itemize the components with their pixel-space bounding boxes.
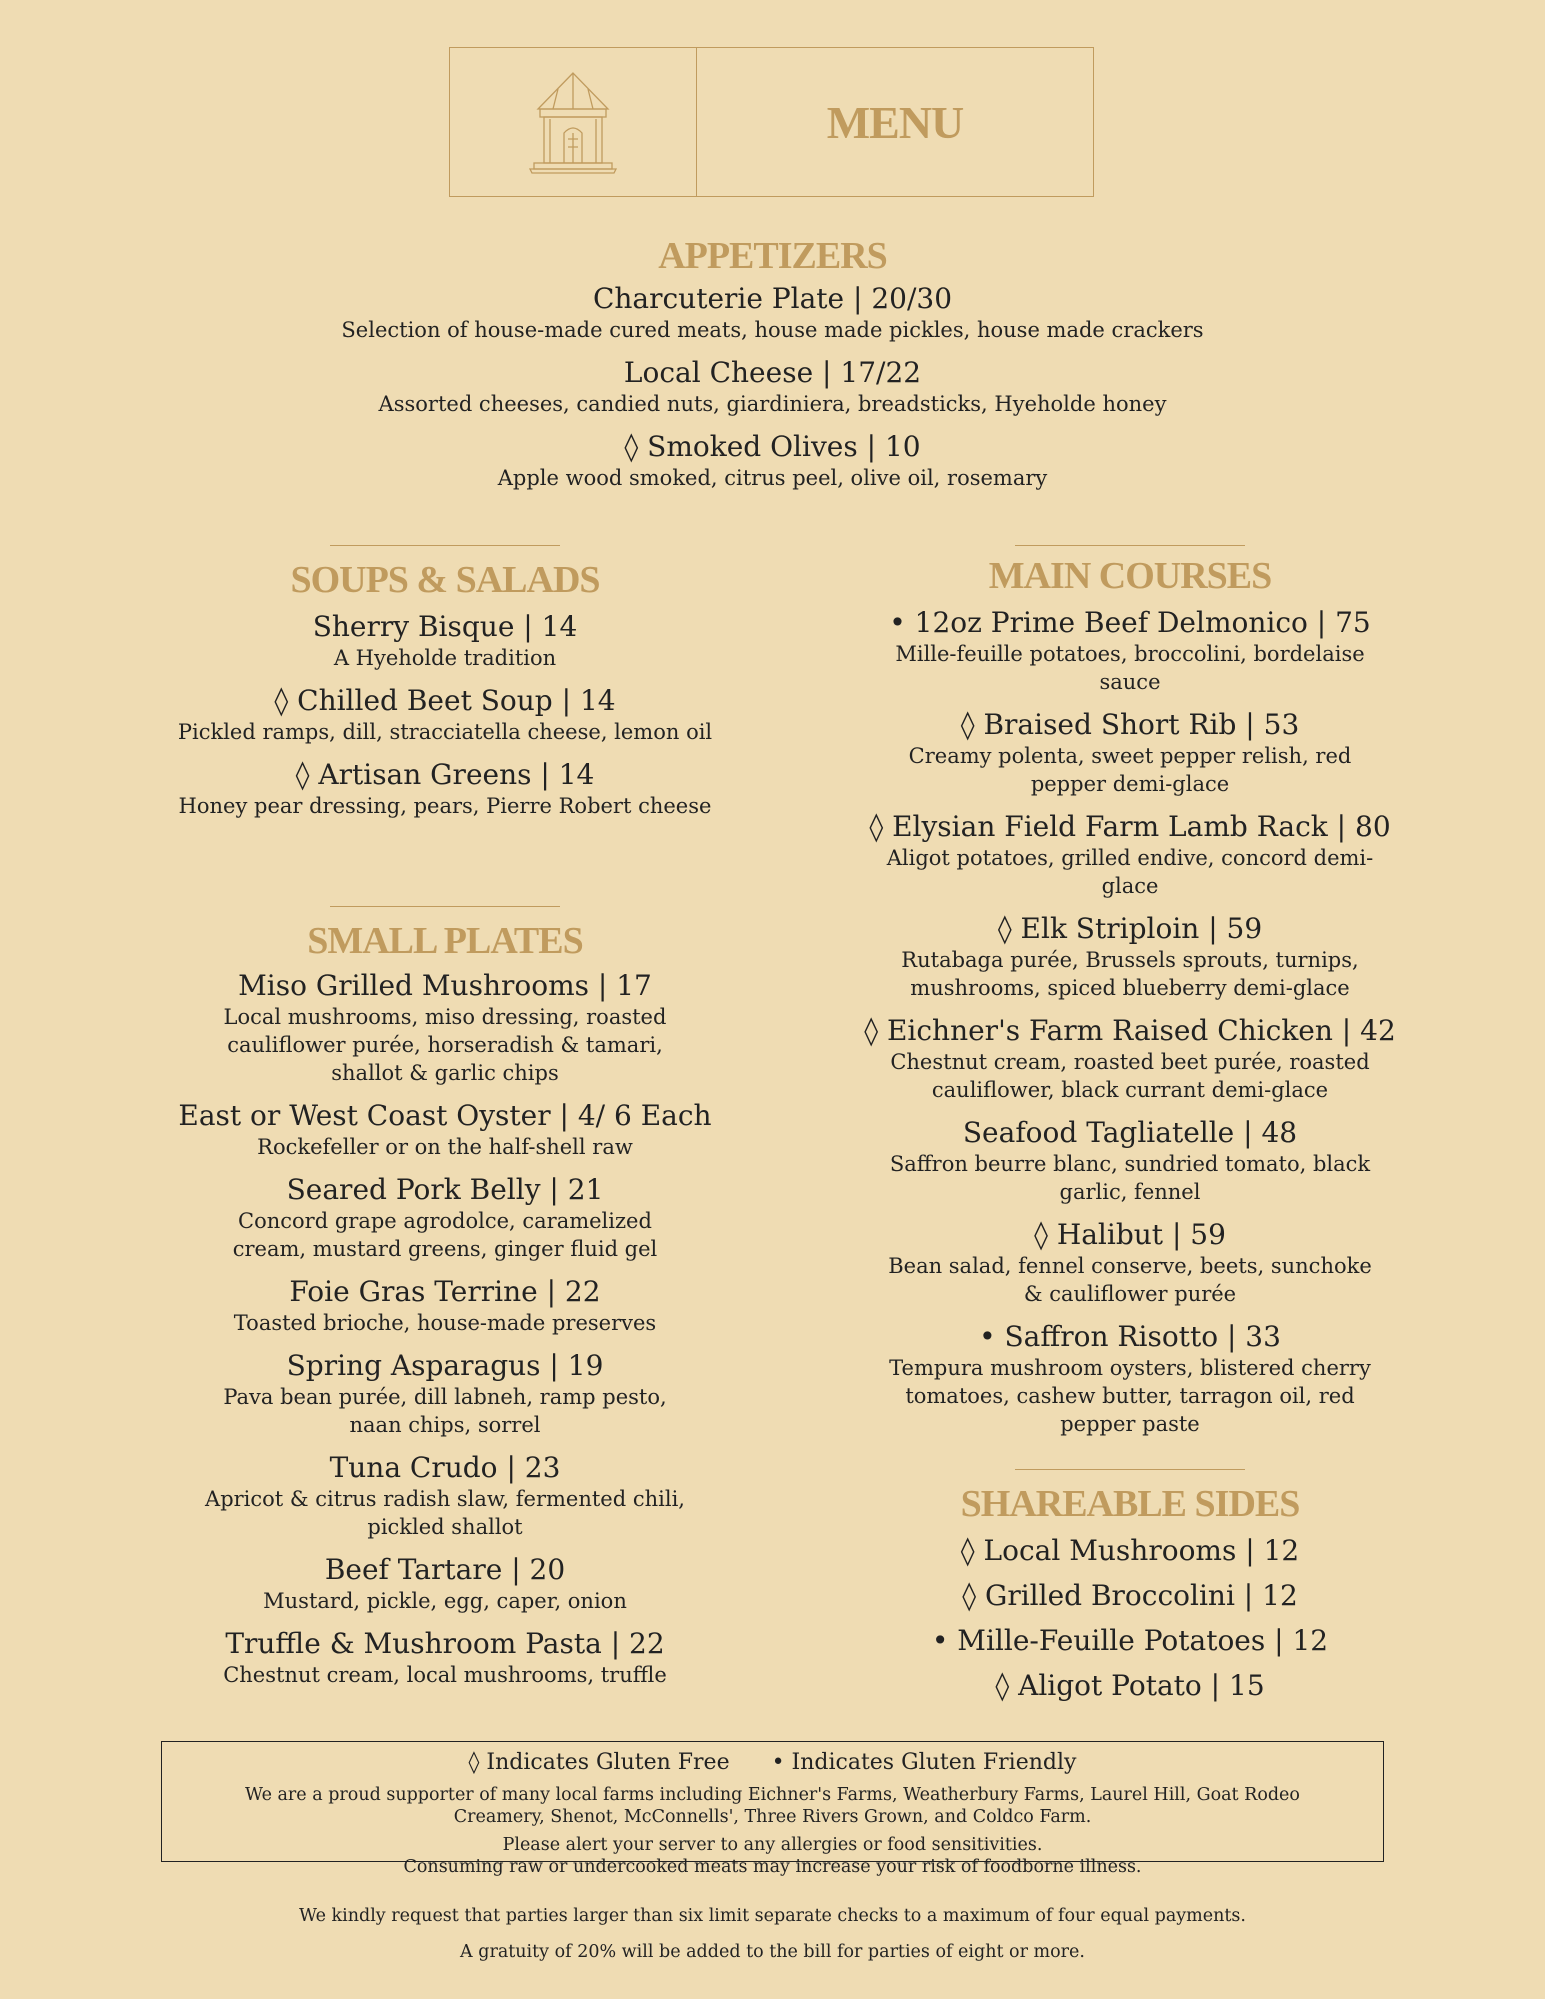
- item-name: • Saffron Risotto | 33: [979, 1320, 1281, 1353]
- item-name: Seared Pork Belly | 21: [286, 1173, 604, 1206]
- menu-item: [820, 1014, 1440, 1104]
- menu-item: [820, 1669, 1440, 1703]
- small-plates-section: [140, 906, 750, 1701]
- item-name: ◊ Aligot Potato | 15: [995, 1669, 1265, 1702]
- item-description: Pickled ramps, dill, stracciatella cheese, lemon oil: [177, 720, 713, 744]
- sides-list: [820, 1534, 1440, 1703]
- item-name: ◊ Halibut | 59: [1034, 1218, 1226, 1251]
- raw-note: Consuming raw or undercooked meats may increase your risk of foodborne illness.: [403, 1857, 1142, 1877]
- farms-note: We are a proud supporter of many local farms including Eichner's Farms, Weatherbury Farms, Laurel Hill, Goat Rodeo Creamery, Shenot, McConnells', Three Rivers Grown, and Coldco Farm.: [245, 1785, 1300, 1827]
- item-description: A Hyeholde tradition: [333, 646, 557, 670]
- section-rule: [1015, 1469, 1245, 1470]
- item-name: ◊ Grilled Broccolini | 12: [962, 1579, 1298, 1612]
- item-name: ◊ Braised Short Rib | 53: [960, 708, 1300, 741]
- menu-item: [0, 356, 1545, 418]
- item-name: ◊ Elk Striploin | 59: [997, 912, 1263, 945]
- menu-item: [820, 708, 1440, 798]
- item-description: Assorted cheeses, candied nuts, giardiniera, breadsticks, Hyeholde honey: [378, 392, 1167, 416]
- section-rule: [1015, 545, 1245, 546]
- menu-item: [0, 282, 1545, 344]
- item-name: Beef Tartare | 20: [324, 1553, 566, 1586]
- item-name: Tuna Crudo | 23: [329, 1451, 561, 1484]
- item-name: • 12oz Prime Beef Delmonico | 75: [889, 606, 1371, 639]
- item-name: ◊ Eichner's Farm Raised Chicken | 42: [864, 1014, 1396, 1047]
- menu-item: [820, 1624, 1440, 1658]
- item-name: • Mille-Feuille Potatoes | 12: [931, 1624, 1329, 1657]
- item-name: Charcuterie Plate | 20/30: [592, 282, 953, 315]
- item-description: Honey pear dressing, pears, Pierre Robert cheese: [178, 794, 712, 818]
- menu-item: [140, 1349, 750, 1439]
- menu-item: [820, 810, 1440, 900]
- item-description: Tempura mushroom oysters, blistered cherry tomatoes, cashew butter, tarragon oil, red pepper paste: [889, 1356, 1371, 1436]
- item-description: Aligot potatoes, grilled endive, concord demi-glace: [886, 846, 1374, 898]
- menu-item: [820, 1218, 1440, 1308]
- item-description: Apricot & citrus radish slaw, fermented chili, pickled shallot: [205, 1487, 685, 1539]
- menu-item: [140, 758, 750, 820]
- item-name: Sherry Bisque | 14: [312, 610, 578, 643]
- footer-box: [161, 1741, 1384, 1877]
- menu-item: [140, 1099, 750, 1161]
- item-description: Apple wood smoked, citrus peel, olive oil, rosemary: [497, 466, 1048, 490]
- legend-gluten-friendly: • Indicates Gluten Friendly: [771, 1750, 1077, 1775]
- logo-cell: [450, 48, 697, 196]
- sides-title: SHAREABLE SIDES: [960, 1483, 1300, 1525]
- item-description: Creamy polenta, sweet pepper relish, red pepper demi-glace: [908, 744, 1352, 796]
- menu-item: [140, 1275, 750, 1337]
- menu-item: [820, 1116, 1440, 1206]
- item-description: Saffron beurre blanc, sundried tomato, black garlic, fennel: [889, 1152, 1371, 1204]
- item-description: Pava bean purée, dill labneh, ramp pesto, naan chips, sorrel: [223, 1385, 667, 1437]
- section-rule: [330, 545, 560, 546]
- menu-item: [140, 1553, 750, 1615]
- title-cell: [697, 48, 1093, 196]
- item-name: Miso Grilled Mushrooms | 17: [238, 969, 652, 1002]
- menu-header: [449, 47, 1094, 197]
- item-description: Bean salad, fennel conserve, beets, sunchoke & cauliflower purée: [888, 1254, 1372, 1306]
- item-description: Concord grape agrodolce, caramelized cream, mustard greens, ginger fluid gel: [232, 1209, 658, 1261]
- menu-item: [820, 1320, 1440, 1438]
- menu-item: [140, 1173, 750, 1263]
- menu-item: [140, 1627, 750, 1689]
- item-description: Rutabaga purée, Brussels sprouts, turnips, mushrooms, spiced blueberry demi-glace: [901, 948, 1359, 1000]
- gazebo-icon: [528, 69, 618, 175]
- item-description: Chestnut cream, roasted beet purée, roasted cauliflower, black currant demi-glace: [890, 1050, 1370, 1102]
- item-name: Spring Asparagus | 19: [286, 1349, 604, 1382]
- item-description: Mille-feuille potatoes, broccolini, bordelaise sauce: [895, 642, 1365, 694]
- item-description: Local mushrooms, miso dressing, roasted cauliflower purée, horseradish & tamari, shallot & garlic chips: [223, 1005, 667, 1085]
- menu-item: [140, 610, 750, 672]
- item-name: Truffle & Mushroom Pasta | 22: [225, 1627, 665, 1660]
- menu-item: [0, 430, 1545, 492]
- item-description: Rockefeller or on the half-shell raw: [257, 1135, 633, 1159]
- sides-section: [820, 1469, 1440, 1714]
- mains-title: MAIN COURSES: [988, 555, 1272, 597]
- item-name: Seafood Tagliatelle | 48: [962, 1116, 1298, 1149]
- mains-section: [820, 545, 1440, 1450]
- item-name: ◊ Artisan Greens | 14: [295, 758, 595, 791]
- small-plates-title: SMALL PLATES: [307, 920, 583, 962]
- menu-item: [820, 1579, 1440, 1613]
- item-name: Local Cheese | 17/22: [623, 356, 922, 389]
- menu-item: [140, 1451, 750, 1541]
- item-name: East or West Coast Oyster | 4/ 6 Each: [178, 1099, 712, 1132]
- small-plates-list: [140, 969, 750, 1689]
- appetizer-list: [0, 282, 1545, 492]
- menu-title: MENU: [826, 96, 964, 148]
- soups-section: [140, 545, 750, 832]
- item-description: Chestnut cream, local mushrooms, truffle: [223, 1663, 667, 1687]
- mains-list: [820, 606, 1440, 1438]
- soups-list: [140, 610, 750, 820]
- item-name: ◊ Elysian Field Farm Lamb Rack | 80: [869, 810, 1391, 843]
- appetizers-section: [0, 234, 1545, 504]
- menu-item: [820, 912, 1440, 1002]
- item-name: ◊ Chilled Beet Soup | 14: [274, 684, 616, 717]
- item-name: Foie Gras Terrine | 22: [289, 1275, 601, 1308]
- menu-item: [820, 606, 1440, 696]
- item-name: ◊ Local Mushrooms | 12: [960, 1534, 1300, 1567]
- menu-item: [820, 1534, 1440, 1568]
- item-description: Mustard, pickle, egg, caper, onion: [263, 1589, 627, 1613]
- item-name: ◊ Smoked Olives | 10: [624, 430, 921, 463]
- item-description: Selection of house-made cured meats, house made pickles, house made crackers: [341, 318, 1204, 342]
- soups-title: SOUPS & SALADS: [290, 559, 600, 601]
- checks-note: We kindly request that parties larger than six limit separate checks to a maximum of four equal payments.: [299, 1906, 1246, 1926]
- gratuity-note: A gratuity of 20% will be added to the bill for parties of eight or more.: [460, 1942, 1085, 1962]
- section-rule: [330, 906, 560, 907]
- menu-item: [140, 684, 750, 746]
- legend-gluten-free: ◊ Indicates Gluten Free: [468, 1750, 730, 1775]
- appetizers-title: APPETIZERS: [658, 235, 887, 277]
- menu-item: [140, 969, 750, 1087]
- legend: [162, 1748, 1383, 1778]
- allergy-note: Please alert your server to any allergies or food sensitivities.: [502, 1835, 1043, 1855]
- item-description: Toasted brioche, house-made preserves: [233, 1311, 657, 1335]
